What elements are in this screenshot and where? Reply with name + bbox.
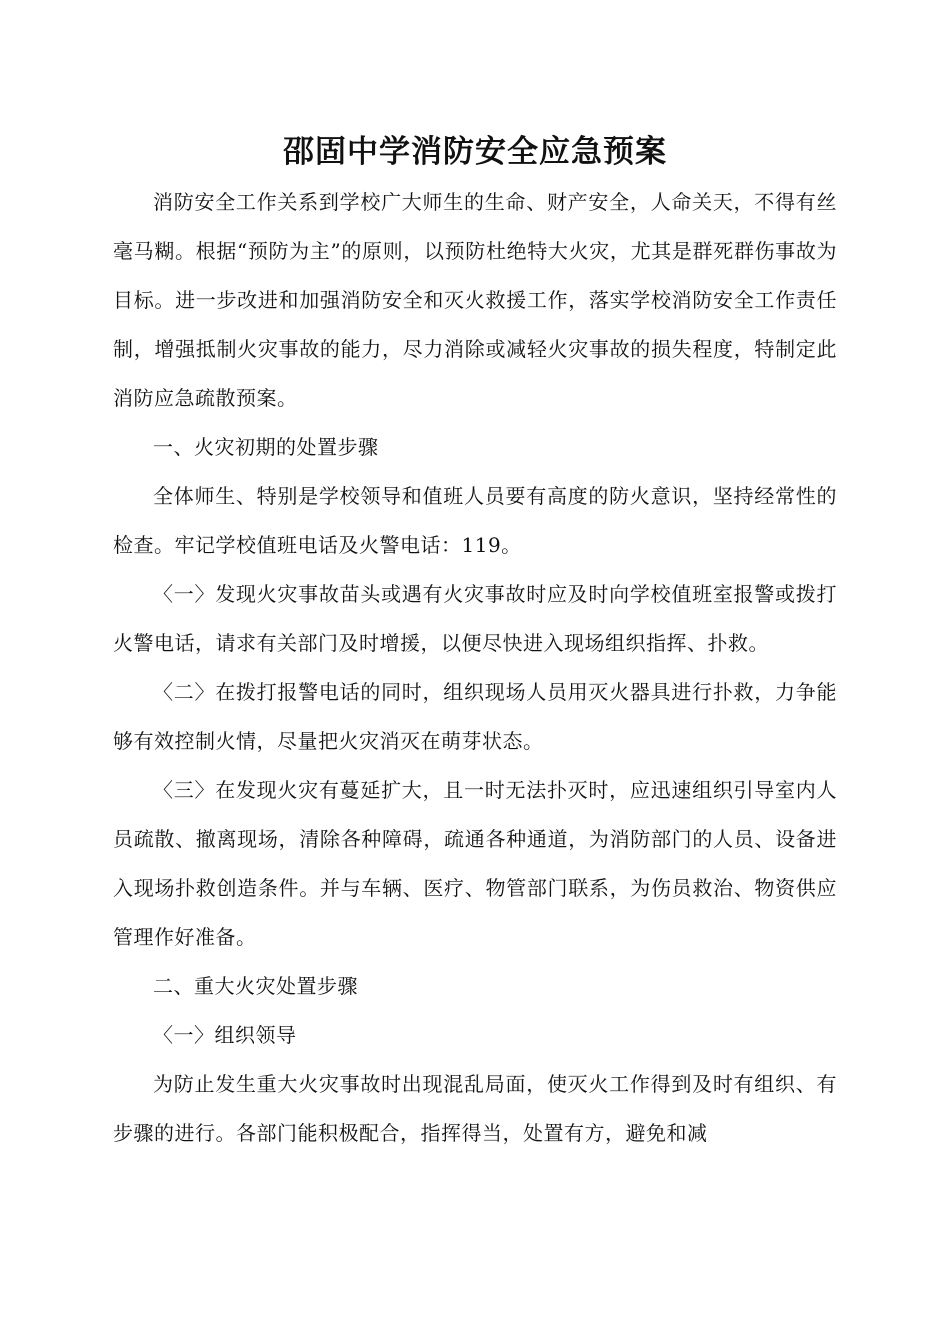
- body-paragraph: 全体师生、特别是学校领导和值班人员要有高度的防火意识，坚持经常性的检查。牢记学校值班电话及火警电话：119。: [113, 484, 837, 557]
- body-paragraph: 〈二〉在拨打报警电话的同时，组织现场人员用灭火器具进行扑救，力争能够有效控制火情，尽量把火灾消灭在萌芽状态。: [113, 680, 837, 753]
- section-heading-1: 一、火灾初期的处置步骤: [153, 435, 379, 459]
- body-paragraph: 为防止发生重大火灾事故时出现混乱局面，使灭火工作得到及时有组织、有步骤的进行。各部门能积极配合，指挥得当，处置有方，避免和减: [113, 1072, 837, 1145]
- document-body: [113, 178, 837, 1158]
- body-paragraph: 〈三〉在发现火灾有蔓延扩大，且一时无法扑灭时，应迅速组织引导室内人员疏散、撤离现场，清除各种障碍，疏通各种通道，为消防部门的人员、设备进入现场扑救创造条件。并与车辆、医疗、物管部门联系，为伤员救治、物资供应管理作好准备。: [113, 778, 837, 949]
- section-heading-2: 二、重大火灾处置步骤: [153, 974, 358, 998]
- document-title: 邵固中学消防安全应急预案: [283, 134, 667, 170]
- subsection-heading: 〈一〉组织领导: [153, 1023, 297, 1047]
- intro-paragraph: 消防安全工作关系到学校广大师生的生命、财产安全，人命关天，不得有丝毫马糊。根据“预防为主”的原则，以预防杜绝特大火灾，尤其是群死群伤事故为目标。进一步改进和加强消防安全和灭火救援工作，落实学校消防安全工作责任制，增强抵制火灾事故的能力，尽力消除或减轻火灾事故的损失程度，特制定此消防应急疏散预案。: [113, 190, 837, 410]
- body-paragraph: 〈一〉发现火灾事故苗头或遇有火灾事故时应及时向学校值班室报警或拨打火警电话，请求有关部门及时增援，以便尽快进入现场组织指挥、扑救。: [113, 582, 837, 655]
